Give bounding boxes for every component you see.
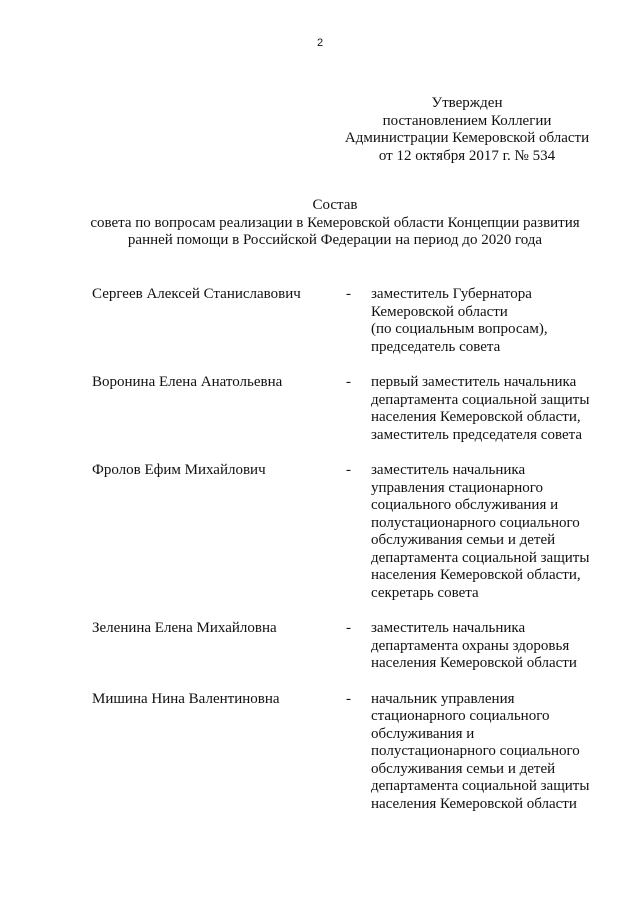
document-title [40,197,630,250]
member-role [371,462,633,602]
page-number: 2 [316,37,324,49]
role-line: департамента социальной защиты [371,549,590,566]
member-row [0,374,640,444]
member-dash: - [346,374,351,390]
role-line: департамента охраны здоровья [371,637,570,654]
role-line: Кемеровской области [371,303,508,320]
member-name: Воронина Елена Анатольевна [92,374,283,390]
role-line: заместитель начальника [371,462,526,478]
member-role [371,691,633,814]
role-line: управления стационарного [371,479,544,496]
title-line: ранней помощи в Российской Федерации на период до 2020 года [127,232,543,248]
role-line: обслуживания семьи и детей [371,760,556,777]
title-heading: Состав [312,197,358,213]
role-line: полустационарного социального [371,743,580,759]
member-role [371,620,633,673]
approval-line: от 12 октября 2017 г. № 534 [378,147,556,164]
approval-line: Утвержден [431,95,503,111]
member-role [371,286,633,356]
role-line: населения Кемеровской области, [371,409,581,425]
role-line: обслуживания и [371,725,475,742]
member-name: Зеленина Елена Михайловна [92,620,277,636]
role-line: социального обслуживания и [371,497,559,513]
role-line: секретарь совета [371,584,479,601]
member-dash: - [346,286,351,302]
role-line: первый заместитель начальника [371,374,577,390]
approval-block [300,95,634,165]
role-line: стационарного социального [371,708,550,724]
role-line: заместитель председателя совета [371,426,583,443]
title-line: совета по вопросам реализации в Кемеровской области Концепции развития [90,214,580,231]
member-dash: - [346,620,351,636]
role-line: департамента социальной защиты [371,391,590,408]
member-row [0,286,640,356]
approval-line: постановлением Коллегии [382,112,552,129]
members-list [0,286,640,813]
role-line: населения Кемеровской области [371,655,577,671]
member-row [0,691,640,814]
member-row [0,462,640,602]
member-dash: - [346,462,351,478]
approval-line: Администрации Кемеровской области [344,130,590,146]
member-row [0,620,640,673]
member-name: Фролов Ефим Михайлович [92,462,266,478]
member-role [371,374,633,444]
role-line: полустационарного социального [371,514,580,531]
member-name: Сергеев Алексей Станиславович [92,286,301,302]
role-line: председатель совета [371,338,501,355]
role-line: населения Кемеровской области, [371,567,581,583]
role-line: заместитель Губернатора [371,286,532,302]
role-line: департамента социальной защиты [371,778,590,794]
member-name: Мишина Нина Валентиновна [92,690,280,707]
member-dash: - [346,690,351,707]
role-line: (по социальным вопросам), [371,321,548,337]
role-line: населения Кемеровской области [371,795,577,812]
role-line: заместитель начальника [371,620,526,636]
role-line: обслуживания семьи и детей [371,532,556,548]
role-line: начальник управления [371,690,515,707]
